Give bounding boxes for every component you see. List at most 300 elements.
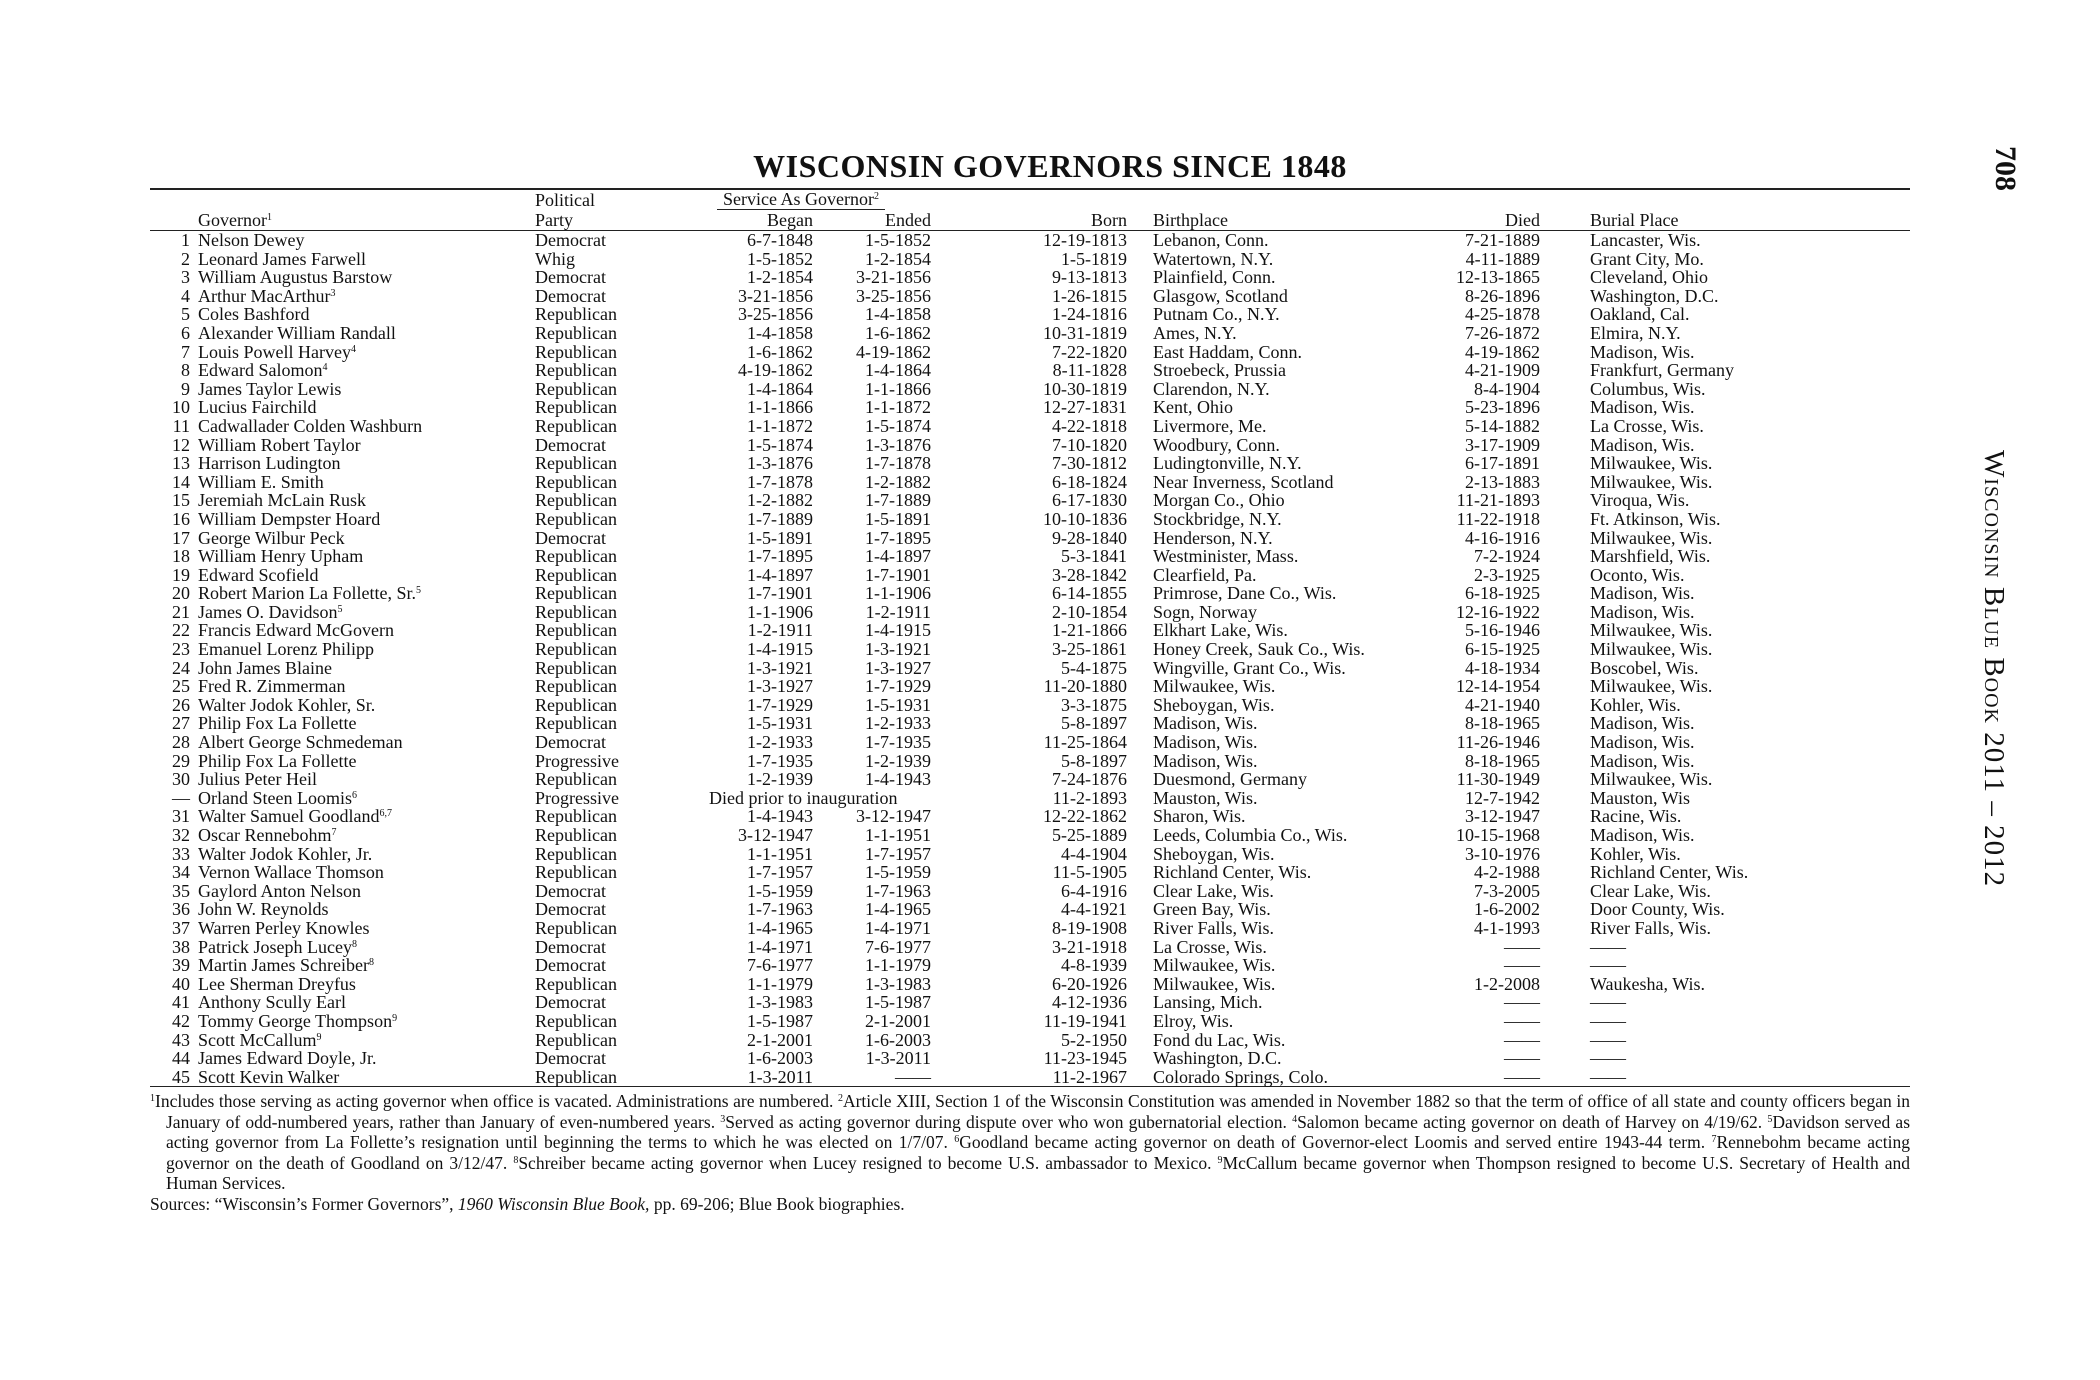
- governor-name: [198, 919, 535, 938]
- governor-name: [198, 770, 535, 789]
- governor-name-text: Robert Marion La Follette, Sr.: [198, 583, 416, 604]
- governor-name-text: Patrick Joseph Lucey: [198, 936, 352, 957]
- footnote-marker: 7: [1711, 1134, 1717, 1146]
- table-row: [150, 807, 1910, 826]
- birthplace: Glasgow, Scotland: [1153, 285, 1288, 306]
- burial-place: Milwaukee, Wis.: [1590, 527, 1713, 548]
- service-ended: 1-3-2011: [865, 1048, 931, 1069]
- born-date: 10-10-1836: [1043, 508, 1127, 529]
- service-began: 1-3-2011: [675, 1068, 813, 1087]
- governor-party: Republican: [535, 378, 617, 399]
- governor-name: [198, 529, 535, 548]
- died-date: 8-4-1904: [1474, 378, 1540, 399]
- footnote-text: Salomon became acting governor on death of Harvey on 4/19/62.: [1297, 1111, 1763, 1132]
- birthplace: Mauston, Wis.: [1153, 787, 1258, 808]
- governor-party: Republican: [535, 360, 617, 381]
- governor-name: [198, 1049, 535, 1068]
- died-date: 1-6-2002: [1474, 899, 1540, 920]
- died-date: 10-15-1968: [1456, 825, 1540, 845]
- birthplace: Clearfield, Pa.: [1153, 564, 1257, 585]
- service-ended: 1-7-1935: [865, 732, 931, 753]
- service-ended: 1-4-1943: [865, 769, 931, 790]
- born-date: 6-20-1926: [1052, 973, 1127, 994]
- service-ended: 1-5-1852: [865, 230, 931, 250]
- died-date: 8-18-1965: [1465, 713, 1540, 734]
- birthplace: Sogn, Norway: [1153, 601, 1257, 622]
- table-row: [150, 938, 1910, 957]
- footnote-marker: 3: [720, 1113, 726, 1125]
- governor-name-text: Julius Peter Heil: [198, 769, 317, 790]
- governor-party: Republican: [535, 843, 617, 864]
- born-date: 4-12-1936: [1052, 992, 1127, 1013]
- governor-name-text: Jeremiah McLain Rusk: [198, 490, 366, 511]
- burial-place: Cleveland, Ohio: [1590, 267, 1708, 288]
- governor-number: 6: [181, 322, 190, 343]
- birthplace: Livermore, Me.: [1153, 415, 1267, 436]
- governor-party: Republican: [535, 806, 617, 827]
- burial-place: Richland Center, Wis.: [1590, 862, 1749, 883]
- burial-place: Door County, Wis.: [1590, 899, 1725, 920]
- service-ended: 1-7-1901: [865, 564, 931, 585]
- born-date: 7-24-1876: [1052, 769, 1127, 790]
- service-ended: 1-7-1895: [865, 527, 931, 548]
- died-date: ——: [1504, 955, 1540, 976]
- service-ended: 3-21-1856: [856, 267, 931, 288]
- died-date: 7-26-1872: [1465, 322, 1540, 343]
- died-date: 4-16-1916: [1465, 527, 1540, 548]
- table-row: [150, 231, 1910, 250]
- born-date: 11-2-1967: [953, 1068, 1153, 1087]
- footnote-ref: 5: [415, 585, 421, 597]
- service-began: 1-1-1906: [747, 601, 813, 622]
- governor-name-text: William Augustus Barstow: [198, 267, 393, 288]
- burial-place: Lancaster, Wis.: [1590, 230, 1701, 250]
- service-began: 1-5-1987: [747, 1010, 813, 1031]
- born-date: 1-26-1815: [1052, 285, 1127, 306]
- governor-name-text: Scott Kevin Walker: [198, 1066, 340, 1087]
- governor-name-text: Philip Fox La Follette: [198, 713, 357, 734]
- governor-number: 25: [172, 676, 190, 697]
- table-row: [150, 826, 1910, 845]
- service-ended: 3-25-1856: [856, 285, 931, 306]
- governor-party: Democrat: [535, 434, 606, 455]
- service-ended: 1-1-1906: [865, 583, 931, 604]
- birthplace: Leeds, Columbia Co., Wis.: [1153, 825, 1348, 845]
- governor-number: 37: [172, 917, 190, 938]
- governor-party: Republican: [535, 657, 617, 678]
- born-date: 11-25-1864: [1043, 732, 1127, 753]
- governor-name-text: William E. Smith: [198, 471, 324, 492]
- governor-name: [198, 231, 535, 250]
- governor-party: Republican: [535, 639, 617, 660]
- footnote-ref: 9: [392, 1012, 398, 1024]
- service-began: 1-1-1979: [747, 973, 813, 994]
- died-date: ——: [1504, 1029, 1540, 1050]
- governor-name-text: William Robert Taylor: [198, 434, 361, 455]
- birthplace: Near Inverness, Scotland: [1153, 471, 1334, 492]
- table-row: [150, 529, 1910, 548]
- birthplace: Milwaukee, Wis.: [1153, 973, 1276, 994]
- birthplace: Sheboygan, Wis.: [1153, 694, 1275, 715]
- governor-name-text: Arthur MacArthur: [198, 285, 331, 306]
- birthplace: Clear Lake, Wis.: [1153, 880, 1274, 901]
- governor-name: [198, 826, 535, 845]
- governor-party: Republican: [535, 490, 617, 511]
- born-date: 9-28-1840: [1052, 527, 1127, 548]
- birthplace: Westminister, Mass.: [1153, 546, 1299, 567]
- footnote-text: Article XIII, Section 1 of the Wisconsin Constitution was amended in November 1882 so that the term of office of all state and county officers began in January of odd-numbered years, rather than January of even-numbered years.: [166, 1091, 1910, 1132]
- governor-number: 16: [172, 508, 190, 529]
- born-date: 4-22-1818: [1052, 415, 1127, 436]
- footnote-text: Includes those serving as acting governor when office is vacated. Administrations are numbered.: [155, 1091, 834, 1112]
- governors-page: [150, 146, 1910, 1214]
- footnote-ref: 3: [330, 287, 336, 299]
- table-row: [150, 324, 1910, 343]
- governor-name: [198, 436, 535, 455]
- table-row: [150, 454, 1910, 473]
- born-date: 6-17-1830: [1052, 490, 1127, 511]
- born-date: 3-21-1918: [1052, 936, 1127, 957]
- header-born: Born: [953, 210, 1153, 231]
- governor-number: 5: [181, 304, 190, 325]
- header-ended: Ended: [813, 210, 953, 231]
- died-date: 11-26-1946: [1456, 732, 1540, 753]
- governor-party: Republican: [535, 304, 617, 325]
- birthplace: Ludingtonville, N.Y.: [1153, 453, 1302, 474]
- footnote-ref: 5: [337, 603, 343, 615]
- governor-name: [198, 361, 535, 380]
- service-ended: 1-2-1939: [865, 750, 931, 771]
- governor-number: 20: [172, 583, 190, 604]
- burial-place: ——: [1590, 1010, 1626, 1031]
- governor-name-text: Walter Jodok Kohler, Jr.: [198, 843, 373, 864]
- born-date: 4-8-1939: [1061, 955, 1127, 976]
- service-began: 1-5-1959: [747, 880, 813, 901]
- service-ended: 3-12-1947: [856, 806, 931, 827]
- burial-place: Washington, D.C.: [1590, 285, 1719, 306]
- service-began: 4-19-1862: [738, 360, 813, 381]
- born-date: 7-22-1820: [1052, 341, 1127, 362]
- birthplace: Woodbury, Conn.: [1153, 434, 1280, 455]
- table-row: [150, 975, 1910, 994]
- governor-number: 36: [172, 899, 190, 920]
- governor-name-text: Lee Sherman Dreyfus: [198, 973, 356, 994]
- header-service-sup: 2: [873, 191, 879, 202]
- service-ended: 1-5-1959: [865, 862, 931, 883]
- burial-place: Milwaukee, Wis.: [1590, 620, 1713, 641]
- burial-place: Madison, Wis.: [1590, 341, 1695, 362]
- governor-name: [198, 659, 535, 678]
- service-ended: 1-1-1866: [865, 378, 931, 399]
- governor-party: Republican: [535, 601, 617, 622]
- table-row: [150, 882, 1910, 901]
- service-ended: 1-5-1891: [865, 508, 931, 529]
- burial-place: ——: [1590, 992, 1626, 1013]
- burial-place: Marshfield, Wis.: [1590, 546, 1711, 567]
- governor-party: Republican: [535, 1010, 617, 1031]
- born-date: 5-8-1897: [1061, 713, 1127, 734]
- governor-number: 43: [172, 1029, 190, 1050]
- footnote-ref: 6: [351, 789, 357, 801]
- birthplace: Sheboygan, Wis.: [1153, 843, 1275, 864]
- governor-name: [198, 417, 535, 436]
- burial-place: Grant City, Mo.: [1590, 248, 1704, 269]
- birthplace: Wingville, Grant Co., Wis.: [1153, 657, 1346, 678]
- governor-name-text: Oscar Rennebohm: [198, 825, 332, 845]
- birthplace: East Haddam, Conn.: [1153, 341, 1302, 362]
- governor-name-text: James O. Davidson: [198, 601, 338, 622]
- service-ended: 1-5-1987: [865, 992, 931, 1013]
- governor-name: [198, 547, 535, 566]
- governor-name: [198, 1068, 535, 1087]
- birthplace: Watertown, N.Y.: [1153, 248, 1274, 269]
- table-row: [150, 547, 1910, 566]
- service-began: 1-2-1854: [747, 267, 813, 288]
- service-began: 1-7-1935: [747, 750, 813, 771]
- service-ended: 1-7-1963: [865, 880, 931, 901]
- governor-name-text: Edward Scofield: [198, 564, 319, 585]
- table-row: [150, 956, 1910, 975]
- table-row: [150, 305, 1910, 324]
- burial-place: Madison, Wis.: [1590, 713, 1695, 734]
- governor-name-text: William Dempster Hoard: [198, 508, 381, 529]
- governor-number: 33: [172, 843, 190, 864]
- birthplace: Elkhart Lake, Wis.: [1153, 620, 1288, 641]
- governor-party: Progressive: [535, 787, 619, 808]
- governor-number: 14: [172, 471, 190, 492]
- service-began: 3-12-1947: [738, 825, 813, 845]
- burial-place: River Falls, Wis.: [1590, 917, 1711, 938]
- governor-number: 22: [172, 620, 190, 641]
- governor-number: 32: [172, 825, 190, 845]
- governor-number: 35: [172, 880, 190, 901]
- birthplace: Elroy, Wis.: [1153, 1010, 1234, 1031]
- died-date: 7-2-1924: [1474, 546, 1540, 567]
- footnote-ref: 4: [350, 343, 356, 355]
- governor-number: 3: [181, 267, 190, 288]
- governor-name-text: Tommy George Thompson: [198, 1010, 393, 1031]
- governor-name: [198, 268, 535, 287]
- born-date: 3-25-1861: [1052, 639, 1127, 660]
- born-date: 12-27-1831: [1043, 397, 1127, 418]
- header-birthplace: Birthplace: [1153, 210, 1415, 231]
- birthplace: Colorado Springs, Colo.: [1153, 1068, 1415, 1087]
- died-date: ——: [1504, 936, 1540, 957]
- governor-name-text: Leonard James Farwell: [198, 248, 366, 269]
- governor-name: [198, 510, 535, 529]
- service-ended: 7-6-1977: [865, 936, 931, 957]
- died-date: 11-22-1918: [1456, 508, 1540, 529]
- governor-party: Democrat: [535, 936, 606, 957]
- footnote-ref: 8: [351, 938, 357, 950]
- governor-party: Republican: [535, 397, 617, 418]
- died-date: 6-18-1925: [1465, 583, 1540, 604]
- birthplace: Stockbridge, N.Y.: [1153, 508, 1282, 529]
- governor-party: Democrat: [535, 230, 606, 250]
- burial-place: Madison, Wis.: [1590, 732, 1695, 753]
- service-began: 1-7-1929: [747, 694, 813, 715]
- table-row: [150, 361, 1910, 380]
- governor-party: Democrat: [535, 732, 606, 753]
- governor-number: 15: [172, 490, 190, 511]
- table-row: [150, 343, 1910, 362]
- died-date: 3-17-1909: [1465, 434, 1540, 455]
- birthplace: Clarendon, N.Y.: [1153, 378, 1270, 399]
- service-ended: 1-1-1979: [865, 955, 931, 976]
- governor-name-text: Lucius Fairchild: [198, 397, 317, 418]
- died-date: 4-21-1940: [1465, 694, 1540, 715]
- governor-name-text: Walter Jodok Kohler, Sr.: [198, 694, 376, 715]
- burial-place: Kohler, Wis.: [1590, 694, 1681, 715]
- governor-party: Republican: [535, 676, 617, 697]
- service-note: Died prior to inauguration: [709, 787, 898, 808]
- governor-name: [198, 603, 535, 622]
- sources-book-title: 1960 Wisconsin Blue Book,: [457, 1193, 650, 1214]
- governor-party: Republican: [535, 825, 617, 845]
- birthplace: Ames, N.Y.: [1153, 322, 1237, 343]
- governors-table-body: [150, 231, 1910, 1087]
- born-date: 7-10-1820: [1052, 434, 1127, 455]
- died-date: 4-11-1889: [1465, 248, 1540, 269]
- footnote-ref: 9: [316, 1031, 322, 1043]
- service-ended: 1-5-1874: [865, 415, 931, 436]
- born-date: 1-21-1866: [1052, 620, 1127, 641]
- governor-name: [198, 250, 535, 269]
- governor-number: 26: [172, 694, 190, 715]
- footnote-text: Schreiber became acting governor when Lucey resigned to become U.S. ambassador to Mexico.: [518, 1152, 1212, 1173]
- birthplace: Plainfield, Conn.: [1153, 267, 1276, 288]
- governor-name-text: Fred R. Zimmerman: [198, 676, 346, 697]
- table-row: [150, 640, 1910, 659]
- governor-name: [198, 900, 535, 919]
- governor-name-text: James Taylor Lewis: [198, 378, 342, 399]
- born-date: 9-13-1813: [1052, 267, 1127, 288]
- governor-number: 7: [181, 341, 190, 362]
- birthplace: Honey Creek, Sauk Co., Wis.: [1153, 639, 1365, 660]
- governor-party: Democrat: [535, 285, 606, 306]
- service-began: 1-3-1921: [747, 657, 813, 678]
- governor-party: Democrat: [535, 880, 606, 901]
- died-date: 1-2-2008: [1474, 973, 1540, 994]
- governor-number: 10: [172, 397, 190, 418]
- table-row: [150, 436, 1910, 455]
- born-date: 5-3-1841: [1061, 546, 1127, 567]
- footnote-text: Rennebohm became acting governor on the death of Goodland on 3/12/47.: [166, 1132, 1910, 1173]
- burial-place: Milwaukee, Wis.: [1590, 639, 1713, 660]
- born-date: 5-25-1889: [1052, 825, 1127, 845]
- service-began: 1-2-1911: [747, 620, 813, 641]
- born-date: 7-30-1812: [1052, 453, 1127, 474]
- service-ended: 1-4-1864: [865, 360, 931, 381]
- service-began: 1-1-1866: [747, 397, 813, 418]
- service-began: 1-3-1876: [747, 453, 813, 474]
- governor-number: 21: [172, 601, 190, 622]
- born-date: 5-4-1875: [1061, 657, 1127, 678]
- header-governor: [198, 210, 535, 231]
- birthplace: La Crosse, Wis.: [1153, 936, 1267, 957]
- footnote-ref: 8: [368, 957, 374, 969]
- service-ended: 4-19-1862: [856, 341, 931, 362]
- governor-name-text: John James Blaine: [198, 657, 332, 678]
- governor-name-text: John W. Reynolds: [198, 899, 329, 920]
- header-burial: Burial Place: [1590, 210, 1910, 231]
- table-row: [150, 621, 1910, 640]
- birthplace: Washington, D.C.: [1153, 1048, 1282, 1069]
- governor-name: [198, 863, 535, 882]
- service-ended: 1-3-1927: [865, 657, 931, 678]
- born-date: 10-31-1819: [1043, 322, 1127, 343]
- governor-number: 31: [172, 806, 190, 827]
- service-ended: 1-7-1957: [865, 843, 931, 864]
- governor-name-text: Gaylord Anton Nelson: [198, 880, 361, 901]
- service-began: 1-3-1927: [747, 676, 813, 697]
- died-date: 12-14-1954: [1456, 676, 1540, 697]
- governor-name: [198, 696, 535, 715]
- birthplace: River Falls, Wis.: [1153, 917, 1274, 938]
- birthplace: Madison, Wis.: [1153, 750, 1258, 771]
- governor-name-text: Anthony Scully Earl: [198, 992, 346, 1013]
- service-began: 1-7-1901: [747, 583, 813, 604]
- born-date: 1-24-1816: [1052, 304, 1127, 325]
- service-began: 3-25-1856: [738, 304, 813, 325]
- governor-party: Republican: [535, 453, 617, 474]
- governor-party: Democrat: [535, 267, 606, 288]
- running-head: Wisconsin Blue Book 2011 – 2012: [1978, 450, 2010, 888]
- governor-number: 34: [172, 862, 190, 883]
- header-died: Died: [1415, 210, 1590, 231]
- died-date: 4-18-1934: [1465, 657, 1540, 678]
- footnote-ref: 4: [322, 362, 328, 374]
- governor-party: Republican: [535, 973, 617, 994]
- governor-name: [198, 305, 535, 324]
- governor-name: [198, 380, 535, 399]
- service-began: 1-4-1971: [747, 936, 813, 957]
- burial-place: Elmira, N.Y.: [1590, 322, 1681, 343]
- service-ended: 1-3-1876: [865, 434, 931, 455]
- table-row: [150, 380, 1910, 399]
- died-date: 4-21-1909: [1465, 360, 1540, 381]
- died-date: 12-16-1922: [1456, 601, 1540, 622]
- governor-name-text: Warren Perley Knowles: [198, 917, 370, 938]
- governor-party: Republican: [535, 583, 617, 604]
- governor-party: Democrat: [535, 899, 606, 920]
- governor-name-text: Philip Fox La Follette: [198, 750, 357, 771]
- table-row: [150, 863, 1910, 882]
- service-began: 1-1-1951: [747, 843, 813, 864]
- governor-party: Whig: [535, 248, 575, 269]
- governor-number: 42: [172, 1010, 190, 1031]
- governor-name: [198, 956, 535, 975]
- burial-place: Madison, Wis.: [1590, 750, 1695, 771]
- died-date: ——: [1504, 992, 1540, 1013]
- born-date: 8-19-1908: [1052, 917, 1127, 938]
- governor-name: [198, 584, 535, 603]
- service-began: 1-1-1872: [747, 415, 813, 436]
- died-date: 4-2-1988: [1474, 862, 1540, 883]
- born-date: 4-4-1921: [1061, 899, 1127, 920]
- birthplace: Henderson, N.Y.: [1153, 527, 1273, 548]
- service-began: 1-5-1931: [747, 713, 813, 734]
- service-ended: 1-6-1862: [865, 322, 931, 343]
- footnote-marker: 4: [1292, 1113, 1298, 1125]
- governor-name: [198, 845, 535, 864]
- governor-number: 41: [172, 992, 190, 1013]
- service-ended: 1-1-1951: [865, 825, 931, 845]
- service-began: 1-5-1891: [747, 527, 813, 548]
- burial-place: Ft. Atkinson, Wis.: [1590, 508, 1721, 529]
- governor-number: —: [172, 787, 190, 808]
- footnote-marker: 9: [1217, 1154, 1223, 1166]
